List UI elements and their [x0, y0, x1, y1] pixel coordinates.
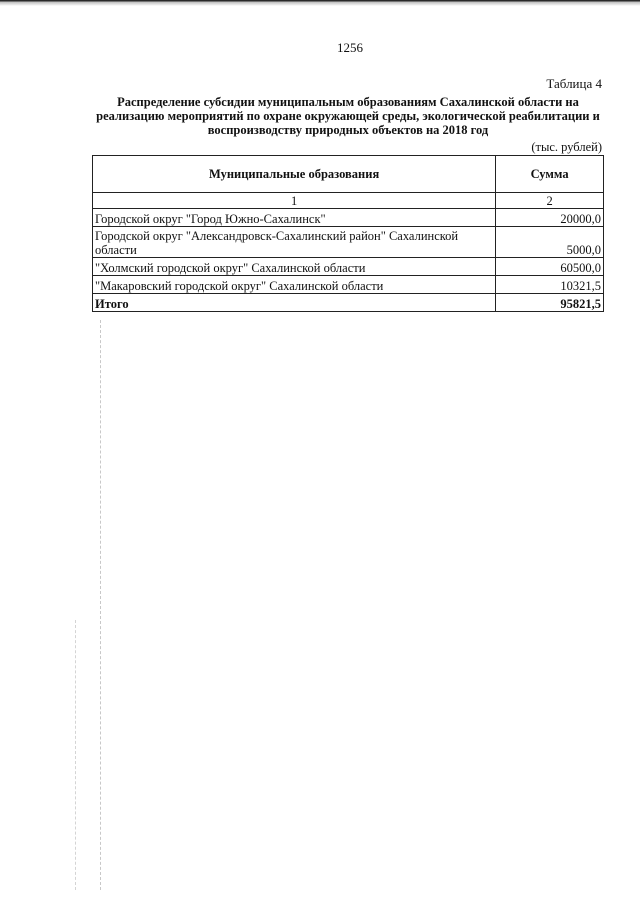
- table-row: [93, 227, 604, 258]
- table-row: [93, 258, 604, 276]
- municipality-name: Городской округ "Город Южно-Сахалинск": [93, 209, 496, 227]
- table-header-row: [93, 156, 604, 193]
- total-label: Итого: [93, 294, 496, 312]
- table-row: [93, 209, 604, 227]
- municipality-name: Городской округ "Александровск-Сахалинский район" Сахалинской области: [93, 227, 496, 258]
- municipality-name: "Холмский городской округ" Сахалинской области: [93, 258, 496, 276]
- header-municipality: Муниципальные образования: [93, 156, 496, 193]
- total-sum: 95821,5: [496, 294, 604, 312]
- scan-margin-line: [75, 620, 76, 890]
- page-number: 1256: [337, 40, 363, 55]
- header-sum: Сумма: [496, 156, 604, 193]
- scan-edge: [0, 0, 640, 6]
- column-number: 1: [93, 193, 496, 209]
- scan-margin-line: [100, 320, 101, 890]
- municipality-name: "Макаровский городской округ" Сахалинской области: [93, 276, 496, 294]
- subsidy-sum: 60500,0: [496, 258, 604, 276]
- subsidy-sum: 20000,0: [496, 209, 604, 227]
- subsidy-sum: 10321,5: [496, 276, 604, 294]
- table-row: [93, 276, 604, 294]
- total-row: [93, 294, 604, 312]
- table-label: Таблица 4: [546, 76, 602, 91]
- column-number: 2: [496, 193, 604, 209]
- subsidy-table: [92, 155, 604, 312]
- column-number-row: [93, 193, 604, 209]
- subsidy-sum: 5000,0: [496, 227, 604, 258]
- document-title: Распределение субсидии муниципальным образованиям Сахалинской области на реализацию мероприятий по охране окружающей среды, экологической реабилитации и воспроизводству природных объектов на 2018 год: [96, 95, 600, 137]
- units-note: (тыс. рублей): [531, 140, 602, 154]
